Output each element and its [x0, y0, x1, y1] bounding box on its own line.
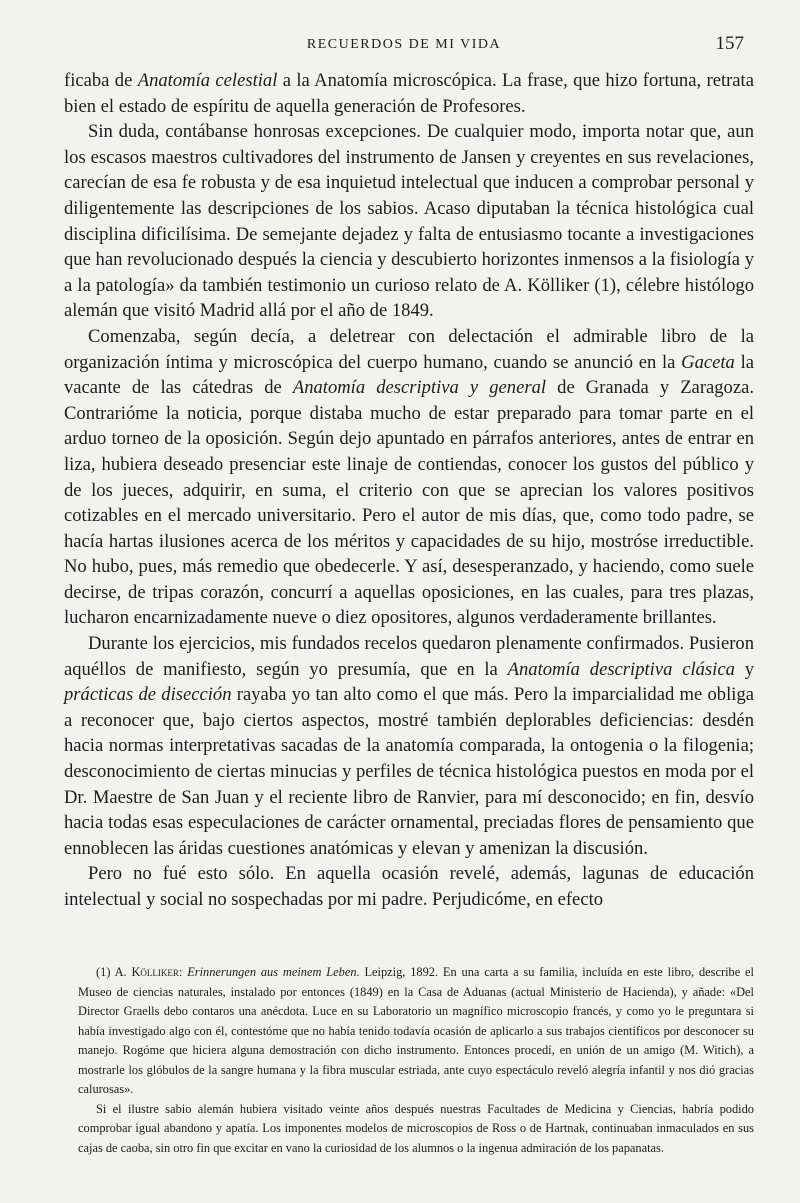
italic-span: Erinnerungen aus meinem Leben — [187, 965, 357, 979]
text-span: Kölliker — [131, 965, 179, 979]
italic-span: prácticas de disección — [64, 684, 232, 706]
text-span: Durante los ejercicios, mis fundados recelos quedaron plenamente confirmados. Pusieron aquéllos de manifiesto, según yo presumía, que en la — [64, 633, 754, 680]
text-span: a la Anatomía microscópica. La frase, que hizo fortuna, retrata bien el estado de espíritu de aquella generación de Profesores. — [64, 70, 754, 117]
text-span: (1) A. — [96, 965, 132, 979]
italic-span: Anatomía celestial — [137, 70, 278, 91]
running-title: RECUERDOS DE MI VIDA — [306, 37, 502, 52]
italic-span: Anatomía descriptiva y general — [292, 377, 547, 399]
paragraph — [64, 119, 754, 324]
footnote — [78, 1100, 754, 1159]
text-span: Pero no fué esto sólo. En aquella ocasión revelé, además, lagunas de educación intelectual y social no sospechadas por mi padre. Perjudicóme, en efecto — [64, 863, 754, 910]
text-span: ficaba de — [64, 70, 138, 91]
paragraph — [64, 324, 754, 631]
footnote — [78, 963, 754, 1100]
text-span: la vacante de las cátedras de — [64, 351, 754, 399]
italic-span: Gaceta — [681, 351, 735, 373]
paragraph — [64, 631, 754, 861]
text-span: rayaba yo tan alto como el que más. Pero la imparcialidad me obliga a reconocer que, bajo ciertos aspectos, mostré también deplorables deficiencias: desdén hacia normas interpretativas sacadas de la anatomía comparada, la ontogenia o la filogenia; desconocimiento de ciertas minucias y perfiles de técnica histológica puestos en moda por el Dr. Maestre de San Juan y el reciente libro de Ranvier, para mí desconocido; en fin, desvío hacia todas esas especulaciones de carácter ornamental, preciadas flores de pensamiento que ennoblecen las áridas cuestiones anatómicas y elevan y amenizan la discusión. — [64, 684, 754, 859]
paragraph — [64, 861, 754, 912]
body-text — [64, 68, 754, 913]
page-number: 157 — [715, 33, 744, 54]
text-span: Si el ilustre sabio alemán hubiera visitado veinte años después nuestras Facultades de Medicina y Ciencias, habría podido comprobar igual abandono y apatía. Los imponentes modelos de microscopios de Ross o de Hartnak, continuaban inmaculados en sus cajas de caoba, sin otro fin que excitar en vano la curiosidad de los alumnos o la ingenua admiración de los papanatas. — [78, 1101, 754, 1155]
page-header — [64, 33, 744, 57]
text-span: : — [178, 965, 188, 979]
paragraph — [64, 68, 754, 119]
text-span: . Leipzig, 1892. En una carta a su familia, incluída en este libro, describe el Museo de ciencias naturales, instalado por entonces (1849) en la Casa de Aduanas (actual Ministerio de Hacienda), y añade: «Del Director Graells debo contaros una anécdota. Luce en su Laboratorio un magnífico microscopio francés, y como yo le preguntara si había investigado algo con él, contestóme que no había tenido todavía ocasión de aplicarlo a sus trabajos científicos por desconocer su manejo. Rogóme que hiciera alguna demostración con dicho instrumento. Entonces procedí, en unión de un amigo (M. Witich), a mostrarle los glóbulos de la sangre humana y la fibra muscular estriada, ante cuyo espectáculo reveló alegría infantil y nos dió gracias calurosas». — [78, 965, 754, 1096]
text-span: Sin duda, contábanse honrosas excepciones. De cualquier modo, importa notar que, aun los escasos maestros cultivadores del instrumento de Jansen y creyentes en sus revelaciones, carecían de esa fe robusta y de esa inquietud intelectual que inducen a comprobar personal y diligentemente las descripciones de los sabios. Acaso diputaban la técnica histológica cual disciplina dificilísima. De semejante dejadez y falta de entusiasmo tocante a investigaciones que han revolucionado después la ciencia y descubierto horizontes inmensos a la fisiología y a la patología» da también testimonio un curioso relato de A. Kölliker (1), célebre histólogo alemán que visitó Madrid allá por el año de 1849. — [64, 121, 754, 322]
text-span: Comenzaba, según decía, a deletrear con delectación el admirable libro de la organización íntima y microscópica del cuerpo humano, cuando se anunció en la — [64, 325, 754, 373]
text-span: y — [734, 658, 754, 680]
italic-span: Anatomía descriptiva clásica — [507, 658, 735, 680]
text-span: de Granada y Zaragoza. Contrarióme la noticia, porque distaba mucho de estar preparado para tomar parte en el arduo torneo de la oposición. Según dejo apuntado en párrafos anteriores, antes de entrar en liza, hubiera deseado presenciar este linaje de contiendas, conocer los gustos del público y de los jueces, adquirir, en suma, el criterio con que se aprecian los valores positivos cotizables en el mercado universitario. Pero el autor de mis días, que, como todo padre, se hacía hartas ilusiones acerca de los méritos y capacidades de su hijo, mostróse irreductible. No hubo, pues, más remedio que obedecerle. Y así, desesperanzado, y haciendo, como suele decirse, de tripas corazón, concurrí a aquellas oposiciones, en las cuales, para tres plazas, lucharon encarnizadamente nueve o diez opositores, algunos verdaderamente brillantes. — [64, 377, 755, 629]
footnotes — [78, 963, 754, 1158]
